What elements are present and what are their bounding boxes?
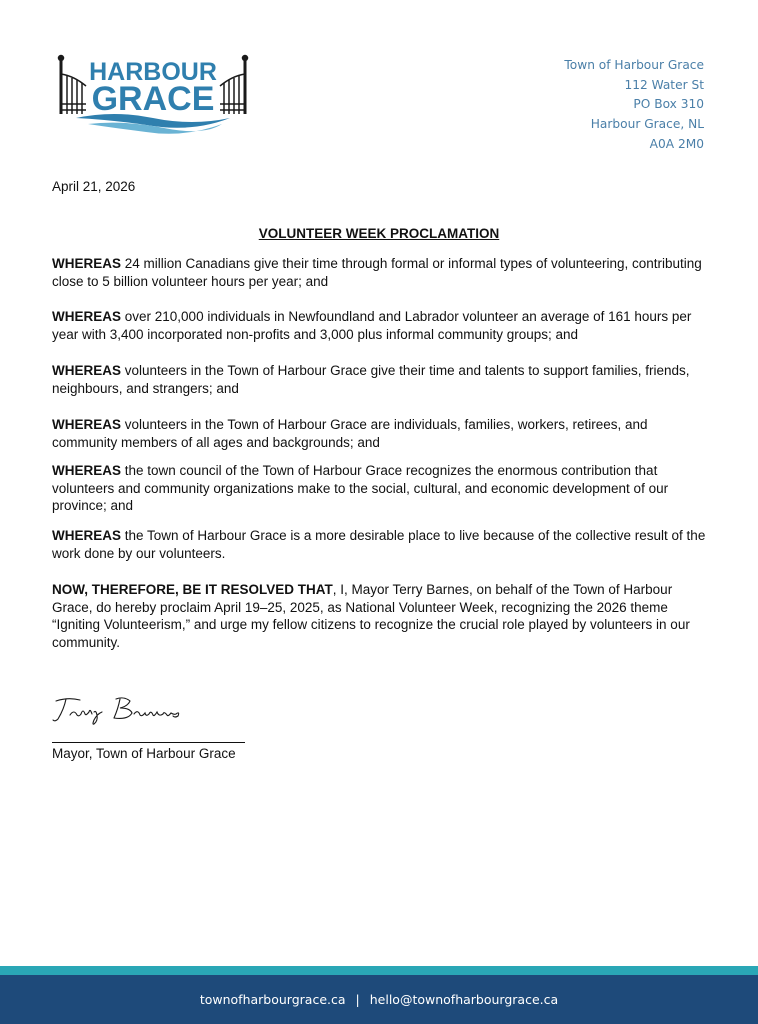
paragraph-lead: WHEREAS <box>52 463 122 478</box>
paragraph-lead: WHEREAS <box>52 363 122 378</box>
footer-accent-stripe <box>0 966 758 975</box>
handwritten-signature <box>50 693 190 727</box>
paragraph <box>52 255 712 290</box>
paragraph-text: volunteers in the Town of Harbour Grace give their time and talents to support families, friends, neighbours, and strangers; and <box>52 363 690 396</box>
address-line: 112 Water St <box>624 77 704 92</box>
paragraph-lead: NOW, THEREFORE, BE IT RESOLVED THAT <box>52 582 333 597</box>
paragraph <box>52 308 712 343</box>
paragraph-text: over 210,000 individuals in Newfoundland and Labrador volunteer an average of 161 hours per year with 3,400 incorporated non-profits and 3,000 plus informal community groups; and <box>52 309 692 342</box>
signatory-title: Mayor, Town of Harbour Grace <box>52 746 236 761</box>
resolution-paragraph <box>52 581 712 651</box>
footer-separator: | <box>355 992 360 1007</box>
page-footer <box>0 975 758 1024</box>
footer-email-link[interactable]: hello@townofharbourgrace.ca <box>369 992 559 1007</box>
paragraph <box>52 462 712 515</box>
paragraph-lead: WHEREAS <box>52 256 122 271</box>
address-line: A0A 2M0 <box>649 136 704 151</box>
address-line: PO Box 310 <box>633 97 704 112</box>
right-gate-icon <box>220 56 248 115</box>
logo-graphic <box>54 52 252 138</box>
paragraph-text: the Town of Harbour Grace is a more desirable place to live because of the collective result of the work done by our volunteers. <box>52 528 706 561</box>
footer-website-link[interactable]: townofharbourgrace.ca <box>199 992 346 1007</box>
address-line: Town of Harbour Grace <box>564 58 704 72</box>
paragraph-lead: WHEREAS <box>52 528 122 543</box>
paragraph-text: 24 million Canadians give their time through formal or informal types of volunteering, contributing close to 5 billion volunteer hours per year; and <box>52 256 702 289</box>
logo-line1: HARBOUR <box>89 58 217 86</box>
left-gate-icon <box>59 56 87 115</box>
paragraph <box>52 527 712 562</box>
signature-line <box>52 742 245 743</box>
document-title: VOLUNTEER WEEK PROCLAMATION <box>258 226 500 241</box>
paragraph-lead: WHEREAS <box>52 309 122 324</box>
paragraph-text: the town council of the Town of Harbour Grace recognizes the enormous contribution that volunteers and community organizations make to the social, cultural, and economic development of our province; and <box>52 463 669 513</box>
paragraph-text: volunteers in the Town of Harbour Grace are individuals, families, workers, retirees, and community members of all ages and backgrounds; and <box>52 417 648 450</box>
address-line: Harbour Grace, NL <box>590 117 704 132</box>
town-logo <box>54 52 252 138</box>
letter-date: April 21, 2026 <box>52 179 136 194</box>
sender-address <box>564 56 704 155</box>
paragraph-lead: WHEREAS <box>52 417 122 432</box>
logo-line2: GRACE <box>91 80 215 118</box>
paragraph <box>52 362 712 397</box>
paragraph <box>52 416 712 451</box>
paragraph-text: , I, Mayor Terry Barnes, on behalf of the Town of Harbour Grace, do hereby proclaim April 19–25, 2025, as National Volunteer Week, recognizing the 2026 theme “Igniting Volunteerism,” and urge my fellow citizens to recognize the crucial role played by volunteers in our community. <box>52 582 690 650</box>
